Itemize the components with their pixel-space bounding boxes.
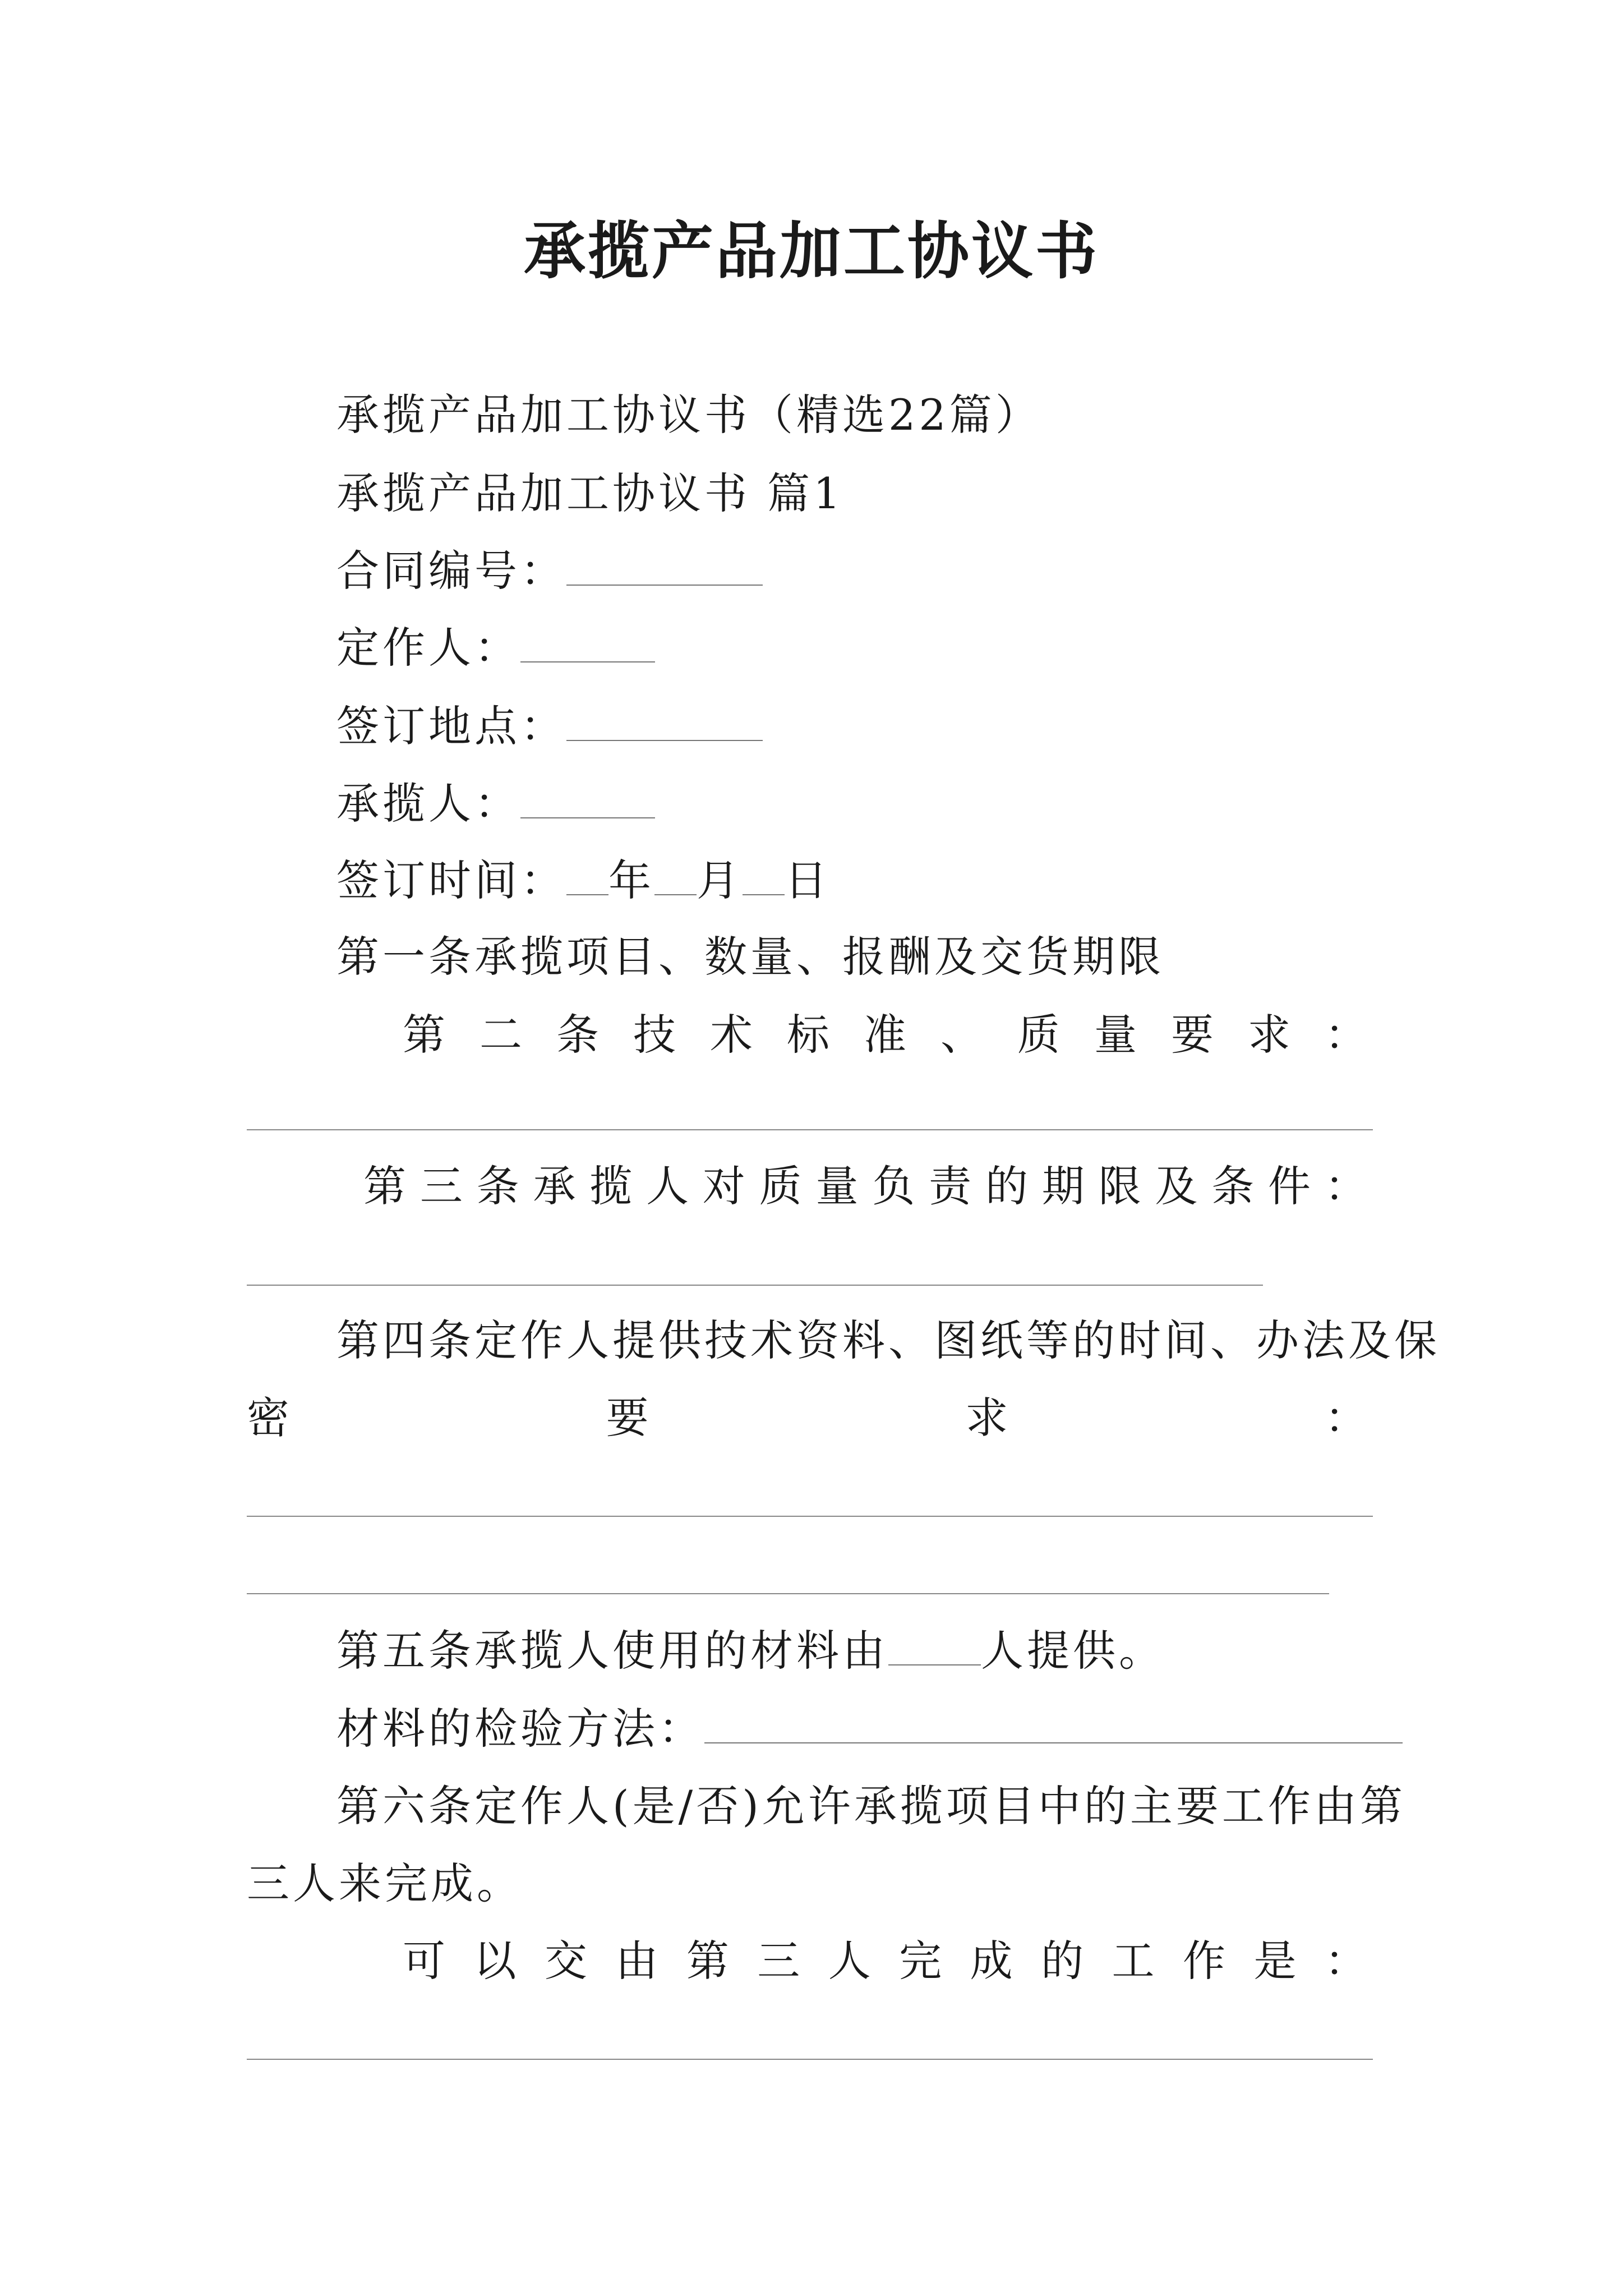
article-6-char: 以 xyxy=(473,1936,517,1986)
article-6-char: 交 xyxy=(544,1936,587,1986)
place-blank xyxy=(566,701,763,741)
inspection-label: 材料的检验方法： xyxy=(336,1704,704,1754)
article-5 xyxy=(336,1623,1165,1679)
article-6-char: 由 xyxy=(615,1936,658,1986)
year-blank xyxy=(566,855,608,895)
article-6-char: 工 xyxy=(1112,1936,1155,1986)
article-3-char: 人 xyxy=(646,1161,689,1211)
article-2-char: 量 xyxy=(1094,1010,1137,1060)
contractor-blank xyxy=(520,778,655,818)
subtitle: 承揽产品加工协议书（精选22篇） xyxy=(336,390,1041,440)
article-3-char: 第 xyxy=(363,1161,406,1211)
month-label: 月 xyxy=(697,855,743,905)
article-3 xyxy=(363,1158,1367,1214)
article-2-char: 要 xyxy=(1171,1010,1214,1060)
article-4-char: 要 xyxy=(606,1393,649,1443)
date-label: 签订时间： xyxy=(336,855,566,905)
article-2 xyxy=(403,1007,1367,1063)
article-4-char: ： xyxy=(1324,1393,1367,1443)
article-6-char: 作 xyxy=(1182,1936,1225,1986)
article-6-char: 是 xyxy=(1253,1936,1297,1986)
article-3-char: 条 xyxy=(1211,1161,1255,1211)
article-6-line-1: 第六条定作人(是/否)允许承揽项目中的主要工作由第 xyxy=(336,1781,1406,1831)
article-2-char: 质 xyxy=(1017,1010,1060,1060)
article-3-char: 对 xyxy=(702,1161,745,1211)
place-row xyxy=(336,698,763,754)
article-5-pre: 第五条承揽人使用的材料由 xyxy=(336,1626,888,1676)
article-2-char: 第 xyxy=(403,1010,445,1060)
year-label: 年 xyxy=(608,855,654,905)
article-4-blank-line-2 xyxy=(247,1593,1329,1594)
article-4-char: 密 xyxy=(247,1393,289,1443)
article-3-char: 质 xyxy=(759,1161,802,1211)
article-6-char: 可 xyxy=(403,1936,445,1986)
article-3-char: 揽 xyxy=(589,1161,633,1211)
article-3-char: 负 xyxy=(872,1161,915,1211)
contractor-row xyxy=(336,776,655,832)
day-blank xyxy=(743,855,785,895)
article-3-char: 件 xyxy=(1268,1161,1311,1211)
article-3-char: 期 xyxy=(1041,1161,1085,1211)
article-3-char: 及 xyxy=(1155,1161,1198,1211)
inspection-row xyxy=(336,1701,1403,1757)
article-6-third-party xyxy=(403,1933,1367,1989)
article-6-char: 三 xyxy=(757,1936,800,1986)
orderer-row xyxy=(336,620,655,676)
article-4-char: 求 xyxy=(965,1393,1008,1443)
article-3-char: 承 xyxy=(533,1161,576,1211)
article-2-char: 准 xyxy=(864,1010,906,1060)
contract-no-label: 合同编号： xyxy=(336,546,566,596)
article-5-post: 人提供。 xyxy=(981,1626,1165,1676)
article-2-char: 技 xyxy=(633,1010,676,1060)
article-6-char: 成 xyxy=(970,1936,1013,1986)
article-4-line-2 xyxy=(247,1390,1367,1446)
article-3-char: 的 xyxy=(985,1161,1028,1211)
article-2-blank-line xyxy=(247,1129,1373,1130)
contract-no-row xyxy=(336,543,763,599)
material-provider-blank xyxy=(888,1625,981,1665)
article-6-line-2: 三人来完成。 xyxy=(247,1858,523,1908)
orderer-blank xyxy=(520,622,655,662)
date-row xyxy=(336,853,831,909)
article-6-char: 完 xyxy=(899,1936,942,1986)
article-3-char: 量 xyxy=(815,1161,859,1211)
article-3-char: 责 xyxy=(929,1161,972,1211)
month-blank xyxy=(654,855,697,895)
article-1: 第一条承揽项目、数量、报酬及交货期限 xyxy=(336,932,1164,982)
place-label: 签订地点： xyxy=(336,701,566,751)
article-6-blank-line xyxy=(247,2059,1373,2060)
article-3-blank-line xyxy=(247,1285,1263,1286)
article-4-line-1: 第四条定作人提供技术资料、图纸等的时间、办法及保 xyxy=(336,1315,1440,1365)
article-2-char: 求 xyxy=(1248,1010,1290,1060)
contract-no-blank xyxy=(566,545,763,586)
article-6-char: 人 xyxy=(828,1936,871,1986)
article-2-char: ： xyxy=(1325,1010,1367,1060)
article-6-char: 的 xyxy=(1041,1936,1084,1986)
article-6-char: 第 xyxy=(686,1936,729,1986)
article-4-blank-line-1 xyxy=(247,1516,1373,1517)
article-2-char: 术 xyxy=(710,1010,753,1060)
article-2-char: 标 xyxy=(787,1010,829,1060)
article-2-char: 、 xyxy=(940,1010,983,1060)
article-3-char: 限 xyxy=(1098,1161,1141,1211)
article-3-char: ： xyxy=(1324,1161,1367,1211)
contractor-label: 承揽人： xyxy=(336,779,520,829)
orderer-label: 定作人： xyxy=(336,623,520,673)
inspection-blank xyxy=(704,1703,1403,1743)
article-2-char: 二 xyxy=(479,1010,522,1060)
document-title: 承揽产品加工协议书 xyxy=(524,215,1099,287)
day-label: 日 xyxy=(785,855,831,905)
article-2-char: 条 xyxy=(556,1010,599,1060)
article-3-char: 条 xyxy=(476,1161,519,1211)
article-6-char: ： xyxy=(1324,1936,1367,1986)
section-heading: 承揽产品加工协议书 篇1 xyxy=(336,468,844,518)
article-3-char: 三 xyxy=(419,1161,463,1211)
